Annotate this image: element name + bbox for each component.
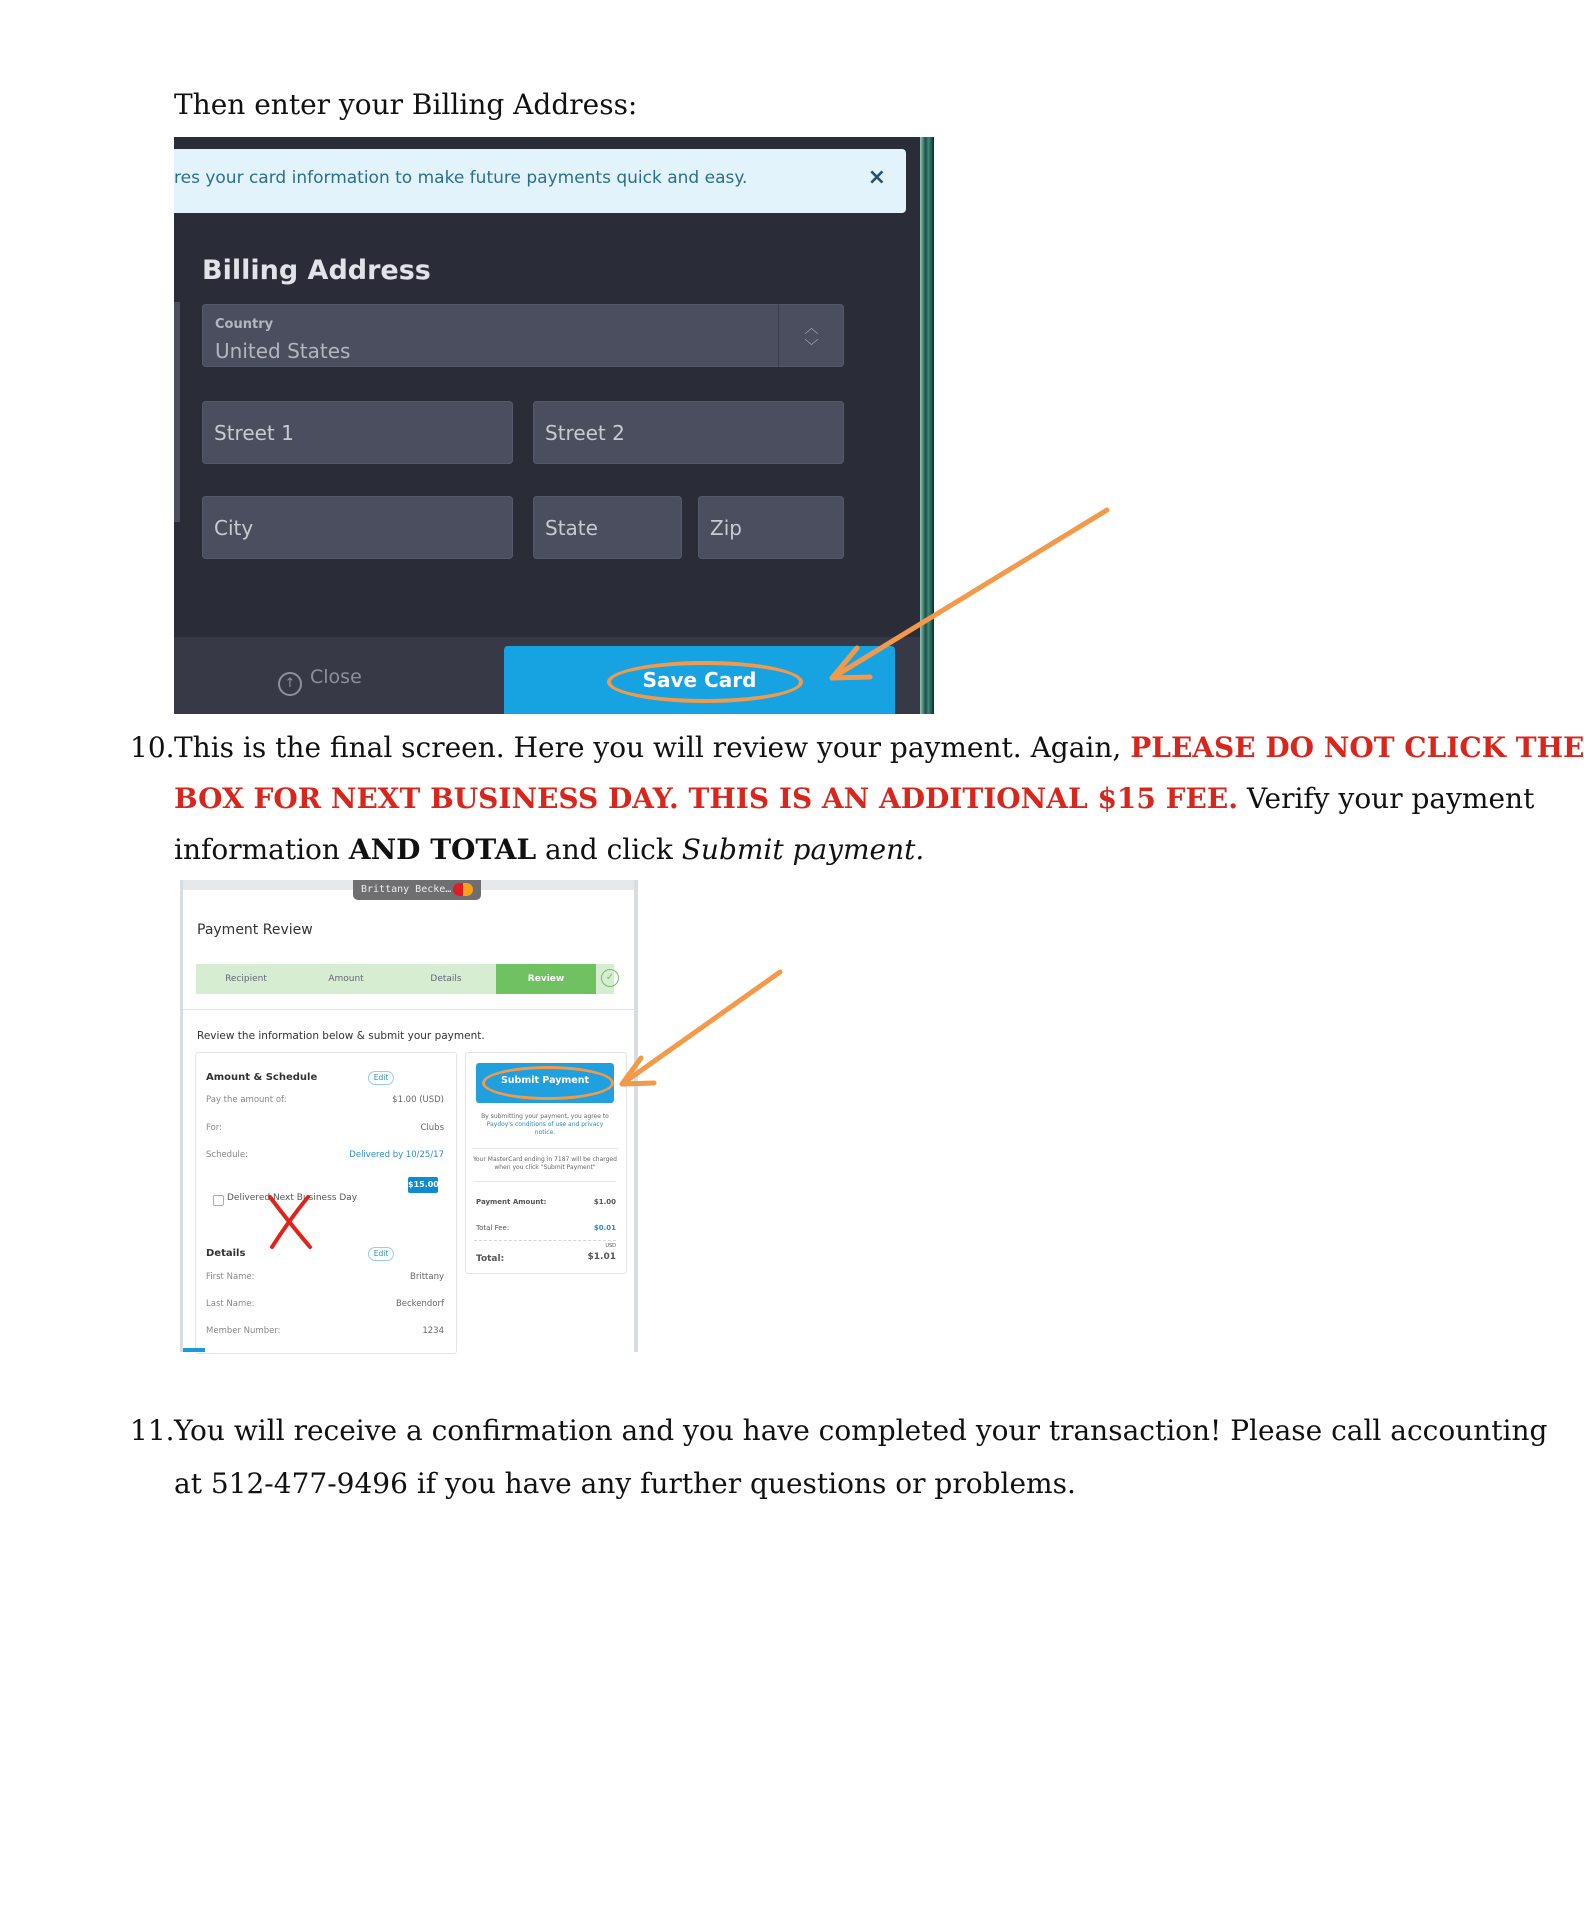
chevron-updown-icon[interactable]: ︿ ﹀	[778, 304, 844, 367]
street2-placeholder: Street 2	[545, 420, 625, 445]
total-fee-value: $0.01	[593, 1224, 616, 1232]
schedule-value[interactable]: Delivered by 10/25/17	[349, 1150, 444, 1160]
pay-amount-label: Pay the amount of:	[206, 1095, 287, 1105]
mastercard-icon	[453, 883, 473, 896]
banner-text: res your card information to make future payments quick and easy.	[174, 168, 748, 188]
city-input[interactable]	[202, 496, 513, 559]
submit-payment-button[interactable]	[476, 1063, 614, 1103]
step-review: Review	[496, 964, 596, 994]
total-label: Total:	[476, 1254, 505, 1264]
street2-input[interactable]	[533, 401, 844, 464]
total-fee-label: Total Fee:	[476, 1224, 510, 1232]
for-label: For:	[206, 1123, 222, 1133]
step10-text-d: and click	[536, 833, 682, 866]
total-value: $1.01	[587, 1252, 616, 1262]
state-input[interactable]	[533, 496, 682, 559]
summary-divider	[474, 1240, 616, 1241]
summary-card	[195, 1052, 457, 1354]
save-card-button[interactable]	[504, 646, 895, 714]
step10-bold-c: AND TOTAL	[348, 833, 537, 866]
step10-text-c: information	[174, 833, 349, 866]
step10-text-a: This is the final screen. Here you will review your payment. Again,	[174, 731, 1131, 764]
info-banner	[174, 149, 906, 213]
last-name-label: Last Name:	[206, 1299, 255, 1309]
fee-badge: $15.00	[408, 1177, 438, 1193]
amount-edit-button[interactable]: Edit	[368, 1071, 394, 1085]
scroll-indicator	[183, 1348, 205, 1352]
check-circle-icon: ✓	[601, 969, 619, 987]
street1-input[interactable]	[202, 401, 513, 464]
step10-line3	[174, 824, 924, 875]
country-label: Country	[215, 317, 274, 332]
consent-text	[476, 1113, 614, 1137]
state-placeholder: State	[545, 515, 598, 540]
red-x-mark	[264, 1193, 316, 1251]
charge-note-a: Your MasterCard ending in 7187 will be charged	[473, 1156, 617, 1163]
review-instruction: Review the information below & submit your payment.	[197, 1030, 485, 1042]
schedule-label: Schedule:	[206, 1150, 248, 1160]
payment-amount-label: Payment Amount:	[476, 1198, 547, 1206]
step11-number: 11.	[130, 1414, 175, 1447]
step10-warning-b: BOX FOR NEXT BUSINESS DAY. THIS IS AN ADDITIONAL $15 FEE.	[174, 782, 1238, 815]
amount-schedule-heading: Amount & Schedule	[206, 1072, 318, 1083]
country-select[interactable]	[202, 304, 844, 367]
user-tag[interactable]	[353, 880, 481, 900]
step11-line2: at 512-477-9496 if you have any further questions or problems.	[174, 1467, 1076, 1500]
step10-italic-d: Submit payment.	[681, 833, 925, 866]
payment-review-title: Payment Review	[197, 922, 313, 938]
step-details: Details	[430, 974, 462, 984]
save-card-label: Save Card	[642, 668, 757, 692]
billing-dialog-screenshot	[174, 137, 934, 714]
next-business-day-checkbox[interactable]	[213, 1195, 224, 1206]
next-business-day-label: Delivered Next Business Day	[227, 1193, 358, 1203]
last-name-value: Beckendorf	[395, 1299, 444, 1309]
user-tag-label: Brittany Becke…	[361, 884, 452, 895]
background-strip	[920, 137, 934, 714]
pay-amount-value: $1.00 (USD)	[392, 1095, 444, 1105]
billing-address-title: Billing Address	[202, 255, 431, 286]
country-value: United States	[215, 339, 351, 363]
close-icon[interactable]: ×	[867, 165, 886, 190]
charge-note-b: when you click "Submit Payment"	[494, 1164, 596, 1171]
step-recipient: Recipient	[225, 974, 267, 984]
member-number-label: Member Number:	[206, 1326, 281, 1336]
intro-line: Then enter your Billing Address:	[174, 88, 638, 121]
street1-placeholder: Street 1	[214, 420, 294, 445]
highlight-ellipse	[482, 1066, 614, 1100]
consent-link[interactable]: Paydoy's conditions of use and privacy notice.	[486, 1121, 604, 1136]
step-amount: Amount	[328, 974, 364, 984]
zip-placeholder: Zip	[710, 515, 742, 540]
arrow-up-circle-icon: ↑	[278, 672, 302, 696]
first-name-label: First Name:	[206, 1272, 255, 1282]
close-button[interactable]	[278, 666, 362, 696]
first-name-value: Brittany	[410, 1272, 444, 1282]
submit-payment-label: Submit Payment	[500, 1075, 590, 1086]
currency-tag: USD	[605, 1243, 616, 1249]
step10-number: 10.	[130, 731, 175, 764]
details-edit-button[interactable]: Edit	[368, 1247, 394, 1261]
progress-steps	[196, 964, 614, 994]
divider	[183, 1009, 634, 1010]
payment-summary	[474, 1181, 616, 1264]
city-placeholder: City	[214, 515, 254, 540]
dialog-edge	[174, 302, 180, 522]
step10-line2	[174, 773, 1534, 824]
close-label: Close	[310, 666, 362, 688]
payment-review-screenshot	[180, 880, 638, 1352]
for-value: Clubs	[420, 1123, 444, 1133]
step11-line1: You will receive a confirmation and you have completed your transaction! Please call accounting	[174, 1414, 1548, 1447]
consent-a: By submitting your payment, you agree to	[481, 1113, 609, 1120]
member-number-value: 1234	[422, 1326, 444, 1336]
step10-text-b: Verify your payment	[1237, 782, 1535, 815]
highlight-ellipse	[607, 661, 803, 703]
step10-line1	[174, 722, 1584, 773]
dialog-footer	[174, 637, 920, 714]
zip-input[interactable]	[698, 496, 844, 559]
submit-card	[465, 1052, 627, 1274]
details-heading: Details	[206, 1248, 246, 1259]
payment-amount-value: $1.00	[593, 1198, 616, 1206]
submit-payment-arrow	[622, 972, 780, 1084]
charge-note	[472, 1148, 618, 1172]
step10-warning-a: PLEASE DO NOT CLICK THE	[1130, 731, 1584, 764]
